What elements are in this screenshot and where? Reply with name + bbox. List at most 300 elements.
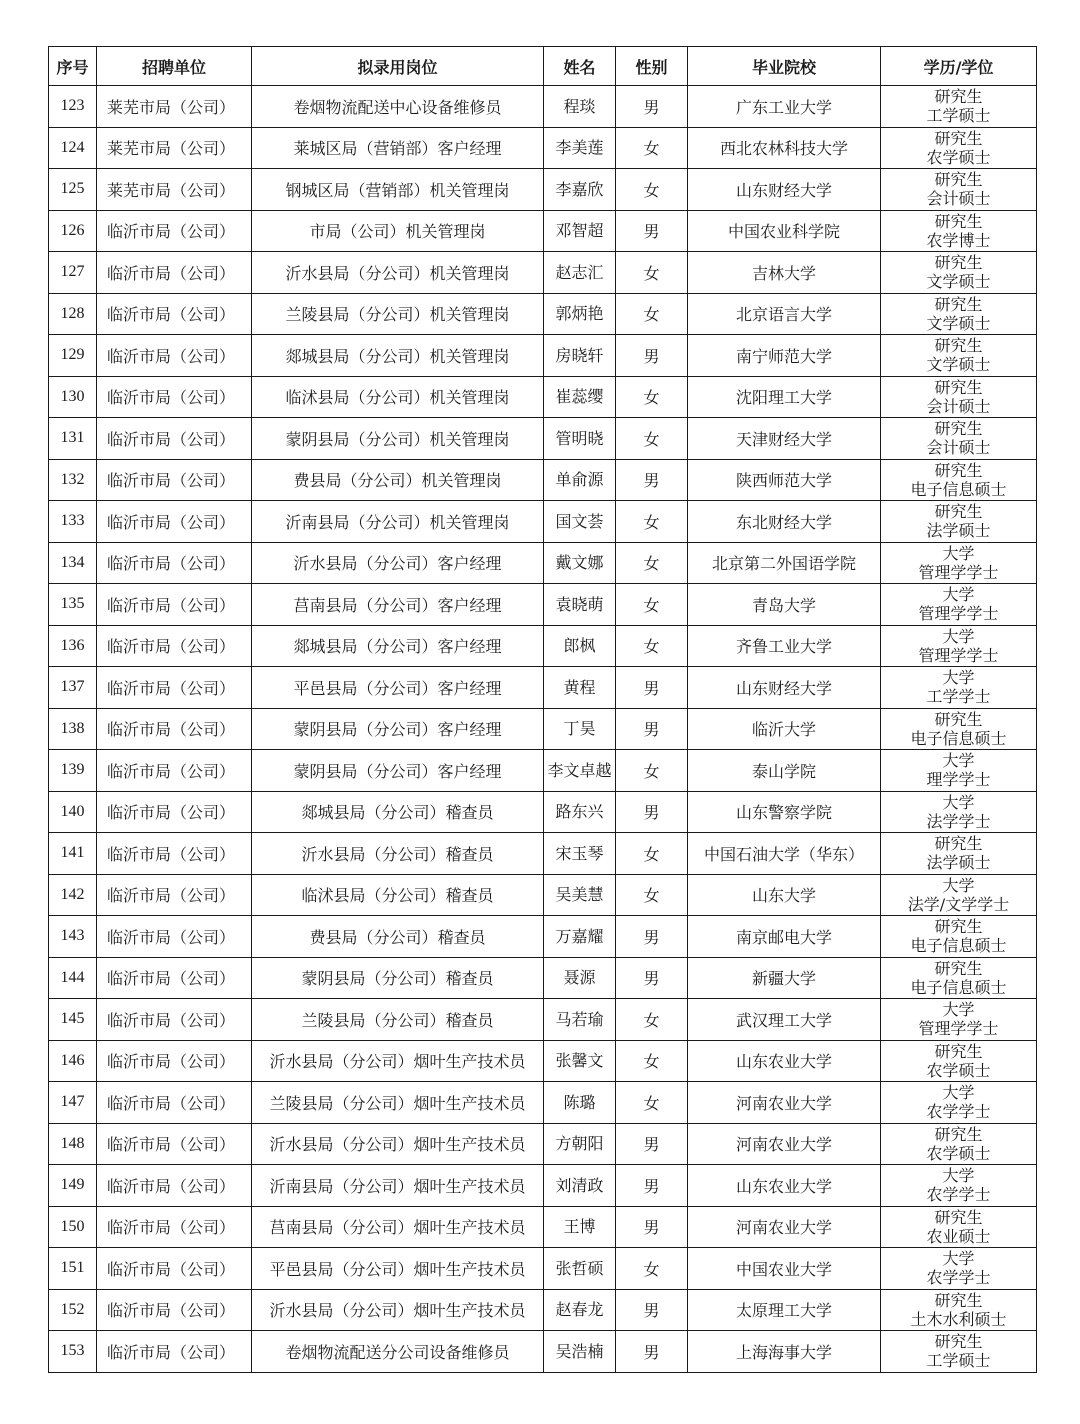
- cell-name: 房晓轩: [544, 335, 616, 377]
- education-level: 研究生: [934, 128, 983, 148]
- degree-type: 会计硕士: [926, 396, 991, 416]
- degree-type: 电子信息硕士: [910, 479, 1007, 499]
- cell-post: 沂水县局（分公司）稽查员: [252, 833, 544, 875]
- cell-no: 135: [49, 584, 97, 626]
- cell-degree: [881, 127, 1037, 169]
- education-level: 研究生: [934, 336, 983, 356]
- cell-name: 袁晓萌: [544, 584, 616, 626]
- cell-unit: 临沂市局（公司）: [97, 501, 252, 543]
- cell-post: 沂水县局（分公司）机关管理岗: [252, 252, 544, 294]
- table-row: [49, 1082, 1037, 1124]
- table-row: [49, 1206, 1037, 1248]
- table-body: [49, 86, 1037, 1373]
- education-level: 研究生: [934, 1207, 983, 1227]
- cell-unit: 临沂市局（公司）: [97, 418, 252, 460]
- cell-unit: 莱芜市局（公司）: [97, 86, 252, 128]
- header-unit: 招聘单位: [97, 47, 252, 86]
- cell-unit: 临沂市局（公司）: [97, 874, 252, 916]
- cell-name: 郭炳艳: [544, 293, 616, 335]
- cell-unit: 临沂市局（公司）: [97, 1248, 252, 1290]
- header-post: 拟录用岗位: [252, 47, 544, 86]
- cell-gender: 男: [616, 335, 688, 377]
- cell-gender: 女: [616, 1082, 688, 1124]
- education-level: 大学: [942, 1000, 975, 1020]
- cell-name: 马若瑜: [544, 999, 616, 1041]
- cell-gender: 女: [616, 1040, 688, 1082]
- cell-gender: 男: [616, 667, 688, 709]
- cell-no: 152: [49, 1289, 97, 1331]
- cell-name: 陈璐: [544, 1082, 616, 1124]
- table-row: [49, 1289, 1037, 1331]
- cell-gender: 女: [616, 874, 688, 916]
- cell-unit: 临沂市局（公司）: [97, 293, 252, 335]
- hiring-table: [48, 46, 1037, 1373]
- degree-type: 农学学士: [926, 1185, 991, 1205]
- cell-post: 蒙阴县局（分公司）稽查员: [252, 957, 544, 999]
- degree-type: 会计硕士: [926, 189, 991, 209]
- cell-degree: [881, 874, 1037, 916]
- cell-no: 123: [49, 86, 97, 128]
- cell-degree: [881, 708, 1037, 750]
- cell-no: 137: [49, 667, 97, 709]
- cell-name: 戴文娜: [544, 542, 616, 584]
- table-row: [49, 791, 1037, 833]
- cell-school: 泰山学院: [688, 750, 881, 792]
- table-row: [49, 86, 1037, 128]
- cell-gender: 女: [616, 833, 688, 875]
- cell-unit: 临沂市局（公司）: [97, 667, 252, 709]
- header-name: 姓名: [544, 47, 616, 86]
- cell-degree: [881, 1248, 1037, 1290]
- education-level: 研究生: [934, 709, 983, 729]
- document-page: [48, 46, 1036, 1373]
- cell-school: 山东财经大学: [688, 169, 881, 211]
- cell-school: 山东财经大学: [688, 667, 881, 709]
- cell-name: 张馨文: [544, 1040, 616, 1082]
- cell-post: 郯城县局（分公司）客户经理: [252, 625, 544, 667]
- degree-type: 文学硕士: [926, 313, 991, 333]
- cell-name: 方朝阳: [544, 1123, 616, 1165]
- cell-school: 沈阳理工大学: [688, 376, 881, 418]
- table-row: [49, 376, 1037, 418]
- cell-school: 青岛大学: [688, 584, 881, 626]
- cell-name: 李美莲: [544, 127, 616, 169]
- table-row: [49, 1040, 1037, 1082]
- cell-post: 沂水县局（分公司）烟叶生产技术员: [252, 1289, 544, 1331]
- cell-degree: [881, 542, 1037, 584]
- cell-post: 蒙阴县局（分公司）机关管理岗: [252, 418, 544, 460]
- cell-no: 130: [49, 376, 97, 418]
- cell-school: 南宁师范大学: [688, 335, 881, 377]
- table-row: [49, 584, 1037, 626]
- cell-no: 141: [49, 833, 97, 875]
- cell-gender: 男: [616, 210, 688, 252]
- cell-no: 142: [49, 874, 97, 916]
- cell-post: 兰陵县局（分公司）烟叶生产技术员: [252, 1082, 544, 1124]
- cell-degree: [881, 833, 1037, 875]
- cell-unit: 莱芜市局（公司）: [97, 127, 252, 169]
- education-level: 大学: [942, 792, 975, 812]
- cell-no: 147: [49, 1082, 97, 1124]
- table-row: [49, 210, 1037, 252]
- table-row: [49, 833, 1037, 875]
- cell-gender: 男: [616, 86, 688, 128]
- table-row: [49, 127, 1037, 169]
- cell-degree: [881, 1331, 1037, 1373]
- cell-no: 140: [49, 791, 97, 833]
- cell-degree: [881, 750, 1037, 792]
- cell-school: 西北农林科技大学: [688, 127, 881, 169]
- cell-school: 山东农业大学: [688, 1165, 881, 1207]
- degree-type: 管理学学士: [918, 645, 999, 665]
- education-level: 研究生: [934, 502, 983, 522]
- cell-gender: 男: [616, 459, 688, 501]
- cell-school: 中国农业大学: [688, 1248, 881, 1290]
- cell-post: 费县局（分公司）机关管理岗: [252, 459, 544, 501]
- cell-school: 武汉理工大学: [688, 999, 881, 1041]
- education-level: 研究生: [934, 1290, 983, 1310]
- cell-gender: 女: [616, 169, 688, 211]
- education-level: 研究生: [934, 917, 983, 937]
- degree-type: 法学硕士: [926, 521, 991, 541]
- cell-post: 沂水县局（分公司）烟叶生产技术员: [252, 1040, 544, 1082]
- degree-type: 文学硕士: [926, 355, 991, 375]
- cell-name: 刘清政: [544, 1165, 616, 1207]
- cell-name: 国文荟: [544, 501, 616, 543]
- cell-unit: 临沂市局（公司）: [97, 791, 252, 833]
- education-level: 大学: [942, 626, 975, 646]
- cell-no: 148: [49, 1123, 97, 1165]
- cell-unit: 临沂市局（公司）: [97, 957, 252, 999]
- cell-name: 宋玉琴: [544, 833, 616, 875]
- cell-post: 莒南县局（分公司）客户经理: [252, 584, 544, 626]
- cell-gender: 男: [616, 957, 688, 999]
- table-row: [49, 169, 1037, 211]
- cell-degree: [881, 335, 1037, 377]
- cell-gender: 女: [616, 418, 688, 460]
- cell-unit: 临沂市局（公司）: [97, 750, 252, 792]
- table-row: [49, 916, 1037, 958]
- degree-type: 工学学士: [926, 687, 991, 707]
- cell-school: 齐鲁工业大学: [688, 625, 881, 667]
- cell-degree: [881, 584, 1037, 626]
- cell-school: 北京语言大学: [688, 293, 881, 335]
- cell-post: 平邑县局（分公司）客户经理: [252, 667, 544, 709]
- header-school: 毕业院校: [688, 47, 881, 86]
- cell-post: 兰陵县局（分公司）稽查员: [252, 999, 544, 1041]
- cell-unit: 临沂市局（公司）: [97, 376, 252, 418]
- education-level: 研究生: [934, 1124, 983, 1144]
- cell-degree: [881, 999, 1037, 1041]
- cell-name: 路东兴: [544, 791, 616, 833]
- cell-no: 128: [49, 293, 97, 335]
- cell-no: 127: [49, 252, 97, 294]
- cell-gender: 男: [616, 1123, 688, 1165]
- cell-unit: 临沂市局（公司）: [97, 1289, 252, 1331]
- cell-school: 东北财经大学: [688, 501, 881, 543]
- education-level: 大学: [942, 1249, 975, 1269]
- cell-school: 河南农业大学: [688, 1206, 881, 1248]
- cell-name: 吴浩楠: [544, 1331, 616, 1373]
- cell-post: 郯城县局（分公司）机关管理岗: [252, 335, 544, 377]
- education-level: 大学: [942, 1083, 975, 1103]
- table-row: [49, 542, 1037, 584]
- cell-no: 149: [49, 1165, 97, 1207]
- degree-type: 管理学学士: [918, 604, 999, 624]
- cell-no: 139: [49, 750, 97, 792]
- degree-type: 农学学士: [926, 1268, 991, 1288]
- cell-post: 蒙阴县局（分公司）客户经理: [252, 750, 544, 792]
- cell-school: 中国石油大学（华东）: [688, 833, 881, 875]
- cell-school: 山东警察学院: [688, 791, 881, 833]
- cell-post: 市局（公司）机关管理岗: [252, 210, 544, 252]
- cell-unit: 临沂市局（公司）: [97, 335, 252, 377]
- cell-gender: 女: [616, 501, 688, 543]
- cell-school: 南京邮电大学: [688, 916, 881, 958]
- cell-post: 蒙阴县局（分公司）客户经理: [252, 708, 544, 750]
- cell-gender: 女: [616, 376, 688, 418]
- cell-unit: 临沂市局（公司）: [97, 1331, 252, 1373]
- cell-gender: 女: [616, 750, 688, 792]
- cell-unit: 临沂市局（公司）: [97, 252, 252, 294]
- cell-name: 聂源: [544, 957, 616, 999]
- table-row: [49, 957, 1037, 999]
- cell-no: 138: [49, 708, 97, 750]
- cell-no: 136: [49, 625, 97, 667]
- cell-unit: 临沂市局（公司）: [97, 1206, 252, 1248]
- cell-post: 沂水县局（分公司）烟叶生产技术员: [252, 1123, 544, 1165]
- cell-no: 134: [49, 542, 97, 584]
- table-row: [49, 874, 1037, 916]
- table-row: [49, 252, 1037, 294]
- cell-school: 上海海事大学: [688, 1331, 881, 1373]
- cell-school: 中国农业科学院: [688, 210, 881, 252]
- cell-school: 陕西师范大学: [688, 459, 881, 501]
- education-level: 研究生: [934, 1332, 983, 1352]
- table-row: [49, 293, 1037, 335]
- cell-post: 莱城区局（营销部）客户经理: [252, 127, 544, 169]
- cell-school: 北京第二外国语学院: [688, 542, 881, 584]
- cell-degree: [881, 501, 1037, 543]
- cell-post: 郯城县局（分公司）稽查员: [252, 791, 544, 833]
- education-level: 大学: [942, 751, 975, 771]
- cell-no: 153: [49, 1331, 97, 1373]
- table-row: [49, 1123, 1037, 1165]
- cell-degree: [881, 625, 1037, 667]
- cell-degree: [881, 86, 1037, 128]
- cell-school: 山东大学: [688, 874, 881, 916]
- cell-degree: [881, 376, 1037, 418]
- cell-gender: 男: [616, 791, 688, 833]
- table-row: [49, 501, 1037, 543]
- cell-name: 赵志汇: [544, 252, 616, 294]
- education-level: 大学: [942, 543, 975, 563]
- cell-no: 132: [49, 459, 97, 501]
- cell-degree: [881, 1040, 1037, 1082]
- cell-degree: [881, 293, 1037, 335]
- cell-gender: 男: [616, 1289, 688, 1331]
- cell-degree: [881, 957, 1037, 999]
- cell-degree: [881, 210, 1037, 252]
- cell-degree: [881, 418, 1037, 460]
- education-level: 大学: [942, 1166, 975, 1186]
- degree-type: 文学硕士: [926, 272, 991, 292]
- cell-school: 河南农业大学: [688, 1123, 881, 1165]
- cell-name: 张哲硕: [544, 1248, 616, 1290]
- cell-name: 邓智超: [544, 210, 616, 252]
- cell-name: 万嘉耀: [544, 916, 616, 958]
- cell-degree: [881, 1165, 1037, 1207]
- cell-gender: 男: [616, 1206, 688, 1248]
- header-degree: 学历/学位: [881, 47, 1037, 86]
- cell-no: 145: [49, 999, 97, 1041]
- table-row: [49, 1331, 1037, 1373]
- cell-post: 平邑县局（分公司）烟叶生产技术员: [252, 1248, 544, 1290]
- cell-degree: [881, 667, 1037, 709]
- table-header-row: [49, 47, 1037, 86]
- cell-post: 卷烟物流配送分公司设备维修员: [252, 1331, 544, 1373]
- education-level: 大学: [942, 875, 975, 895]
- cell-name: 李嘉欣: [544, 169, 616, 211]
- cell-no: 150: [49, 1206, 97, 1248]
- education-level: 研究生: [934, 253, 983, 273]
- education-level: 研究生: [934, 377, 983, 397]
- table-row: [49, 999, 1037, 1041]
- education-level: 研究生: [934, 834, 983, 854]
- header-no: 序号: [49, 47, 97, 86]
- cell-no: 131: [49, 418, 97, 460]
- table-row: [49, 418, 1037, 460]
- degree-type: 农学硕士: [926, 147, 991, 167]
- cell-school: 山东农业大学: [688, 1040, 881, 1082]
- degree-type: 农学博士: [926, 230, 991, 250]
- cell-name: 管明晓: [544, 418, 616, 460]
- cell-unit: 临沂市局（公司）: [97, 1040, 252, 1082]
- degree-type: 工学硕士: [926, 1351, 991, 1371]
- education-level: 大学: [942, 585, 975, 605]
- education-level: 研究生: [934, 87, 983, 107]
- cell-unit: 临沂市局（公司）: [97, 584, 252, 626]
- cell-name: 李文卓越: [544, 750, 616, 792]
- cell-unit: 临沂市局（公司）: [97, 916, 252, 958]
- cell-post: 沂水县局（分公司）客户经理: [252, 542, 544, 584]
- cell-school: 吉林大学: [688, 252, 881, 294]
- cell-gender: 男: [616, 1331, 688, 1373]
- cell-gender: 女: [616, 1248, 688, 1290]
- degree-type: 法学硕士: [926, 853, 991, 873]
- cell-no: 144: [49, 957, 97, 999]
- cell-unit: 临沂市局（公司）: [97, 1165, 252, 1207]
- cell-degree: [881, 791, 1037, 833]
- education-level: 研究生: [934, 958, 983, 978]
- cell-gender: 女: [616, 293, 688, 335]
- cell-no: 133: [49, 501, 97, 543]
- cell-degree: [881, 1206, 1037, 1248]
- cell-gender: 女: [616, 127, 688, 169]
- degree-type: 电子信息硕士: [910, 728, 1007, 748]
- table-row: [49, 335, 1037, 377]
- cell-degree: [881, 252, 1037, 294]
- cell-name: 吴美慧: [544, 874, 616, 916]
- table-row: [49, 750, 1037, 792]
- cell-no: 146: [49, 1040, 97, 1082]
- cell-name: 单俞源: [544, 459, 616, 501]
- education-level: 研究生: [934, 1041, 983, 1061]
- degree-type: 会计硕士: [926, 438, 991, 458]
- cell-degree: [881, 169, 1037, 211]
- cell-gender: 女: [616, 999, 688, 1041]
- cell-gender: 女: [616, 542, 688, 584]
- table-row: [49, 1248, 1037, 1290]
- cell-post: 沂南县局（分公司）机关管理岗: [252, 501, 544, 543]
- cell-degree: [881, 1123, 1037, 1165]
- cell-degree: [881, 916, 1037, 958]
- education-level: 研究生: [934, 170, 983, 190]
- cell-gender: 女: [616, 625, 688, 667]
- cell-unit: 临沂市局（公司）: [97, 625, 252, 667]
- cell-school: 临沂大学: [688, 708, 881, 750]
- cell-unit: 临沂市局（公司）: [97, 999, 252, 1041]
- degree-type: 电子信息硕士: [910, 936, 1007, 956]
- cell-post: 钢城区局（营销部）机关管理岗: [252, 169, 544, 211]
- cell-name: 崔蕊缨: [544, 376, 616, 418]
- cell-name: 丁昊: [544, 708, 616, 750]
- cell-no: 129: [49, 335, 97, 377]
- cell-gender: 男: [616, 708, 688, 750]
- table-row: [49, 625, 1037, 667]
- cell-gender: 男: [616, 1165, 688, 1207]
- cell-school: 新疆大学: [688, 957, 881, 999]
- degree-type: 土木水利硕士: [910, 1309, 1007, 1329]
- degree-type: 理学学士: [926, 770, 991, 790]
- cell-gender: 女: [616, 252, 688, 294]
- cell-name: 赵春龙: [544, 1289, 616, 1331]
- cell-post: 费县局（分公司）稽查员: [252, 916, 544, 958]
- cell-name: 郎枫: [544, 625, 616, 667]
- cell-unit: 临沂市局（公司）: [97, 1082, 252, 1124]
- cell-unit: 莱芜市局（公司）: [97, 169, 252, 211]
- degree-type: 电子信息硕士: [910, 977, 1007, 997]
- cell-post: 兰陵县局（分公司）机关管理岗: [252, 293, 544, 335]
- table-row: [49, 459, 1037, 501]
- table-row: [49, 667, 1037, 709]
- education-level: 研究生: [934, 460, 983, 480]
- degree-type: 管理学学士: [918, 562, 999, 582]
- cell-gender: 女: [616, 584, 688, 626]
- degree-type: 农业硕士: [926, 1226, 991, 1246]
- degree-type: 农学硕士: [926, 1143, 991, 1163]
- cell-school: 广东工业大学: [688, 86, 881, 128]
- cell-degree: [881, 459, 1037, 501]
- header-gender: 性别: [616, 47, 688, 86]
- cell-no: 151: [49, 1248, 97, 1290]
- degree-type: 工学硕士: [926, 106, 991, 126]
- cell-degree: [881, 1289, 1037, 1331]
- cell-no: 125: [49, 169, 97, 211]
- table-row: [49, 708, 1037, 750]
- cell-post: 临沭县局（分公司）稽查员: [252, 874, 544, 916]
- education-level: 大学: [942, 668, 975, 688]
- cell-name: 程琰: [544, 86, 616, 128]
- cell-post: 临沭县局（分公司）机关管理岗: [252, 376, 544, 418]
- cell-unit: 临沂市局（公司）: [97, 459, 252, 501]
- cell-post: 沂南县局（分公司）烟叶生产技术员: [252, 1165, 544, 1207]
- cell-school: 太原理工大学: [688, 1289, 881, 1331]
- cell-gender: 男: [616, 916, 688, 958]
- cell-name: 王博: [544, 1206, 616, 1248]
- cell-unit: 临沂市局（公司）: [97, 542, 252, 584]
- table-row: [49, 1165, 1037, 1207]
